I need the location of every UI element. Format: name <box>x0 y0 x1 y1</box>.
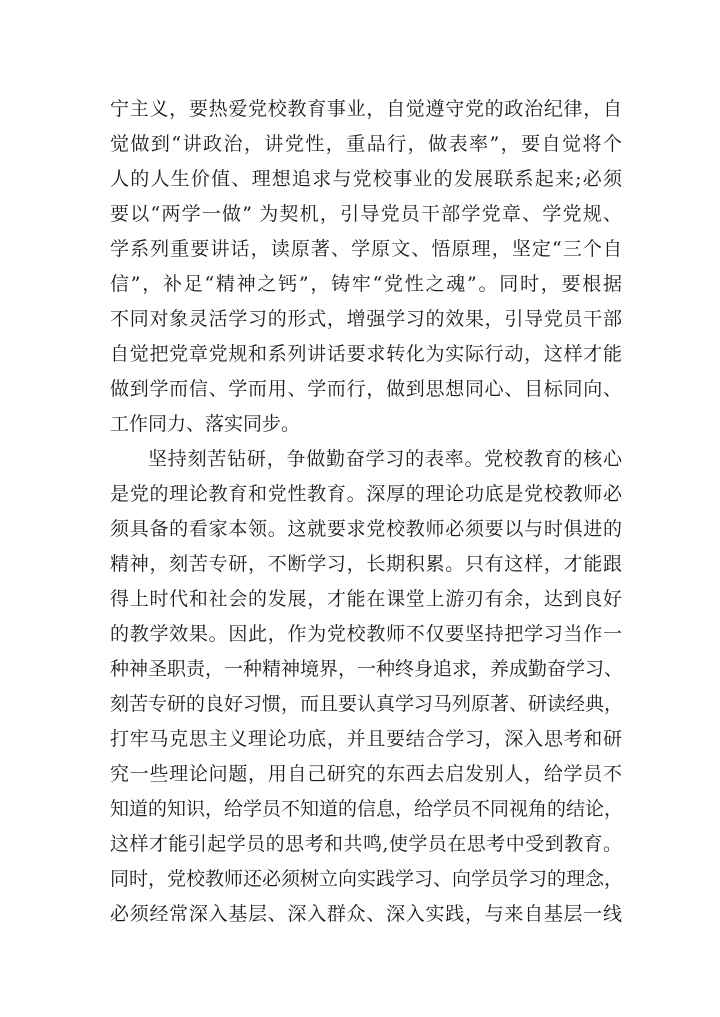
text-line: 精神，刻苦专研，不断学习，长期积累。只有这样，才能跟 <box>110 553 622 575</box>
text-line: 必须经常深入基层、深入群众、深入实践，与来自基层一线 <box>110 903 622 925</box>
text-line: 种神圣职责，一种精神境界，一种终身追求，养成勤奋学习、 <box>110 658 624 680</box>
text-line: 工作同力、落实同步。 <box>110 413 301 435</box>
text-line: 要以“两学一做” 为契机，引导党员干部学党章、学党规、 <box>110 203 622 225</box>
text-line: 知道的知识，给学员不知道的信息，给学员不同视角的结论， <box>110 798 624 820</box>
text-line: 得上时代和社会的发展，才能在课堂上游刃有余，达到良好 <box>110 588 622 610</box>
paragraph-1 <box>110 92 622 442</box>
text-line: 自觉把党章党规和系列讲话要求转化为实际行动，这样才能 <box>110 343 622 365</box>
document-body <box>110 92 622 932</box>
text-line: 是党的理论教育和党性教育。深厚的理论功底是党校教师必 <box>110 483 622 505</box>
text-line: 究一些理论问题，用自己研究的东西去启发别人，给学员不 <box>110 763 622 785</box>
text-line: 做到学而信、学而用、学而行，做到思想同心、目标同向、 <box>110 378 622 400</box>
text-line: 的教学效果。因此，作为党校教师不仅要坚持把学习当作一 <box>110 623 622 645</box>
paragraph-2 <box>110 442 622 932</box>
text-line: 这样才能引起学员的思考和共鸣,使学员在思考中受到教育。 <box>110 833 622 855</box>
text-line: 刻苦专研的良好习惯，而且要认真学习马列原著、研读经典， <box>110 693 624 715</box>
text-line: 信”，补足“精神之钙”，铸牢“党性之魂”。同时，要根据 <box>110 273 622 295</box>
text-line: 宁主义，要热爱党校教育事业，自觉遵守党的政治纪律，自 <box>110 98 622 120</box>
text-line: 坚持刻苦钻研，争做勤奋学习的表率。党校教育的核心 <box>148 448 622 470</box>
text-line: 须具备的看家本领。这就要求党校教师必须要以与时俱进的 <box>110 518 622 540</box>
text-line: 觉做到“讲政治，讲党性，重品行，做表率”，要自觉将个 <box>110 133 622 155</box>
text-line: 人的人生价值、理想追求与党校事业的发展联系起来;必须 <box>110 168 622 190</box>
text-line: 学系列重要讲话，读原著、学原文、悟原理，坚定“三个自 <box>110 238 622 260</box>
text-line: 不同对象灵活学习的形式，增强学习的效果，引导党员干部 <box>110 308 622 330</box>
text-line: 同时，党校教师还必须树立向实践学习、向学员学习的理念， <box>110 868 624 890</box>
text-line: 打牢马克思主义理论功底，并且要结合学习，深入思考和研 <box>110 728 622 750</box>
